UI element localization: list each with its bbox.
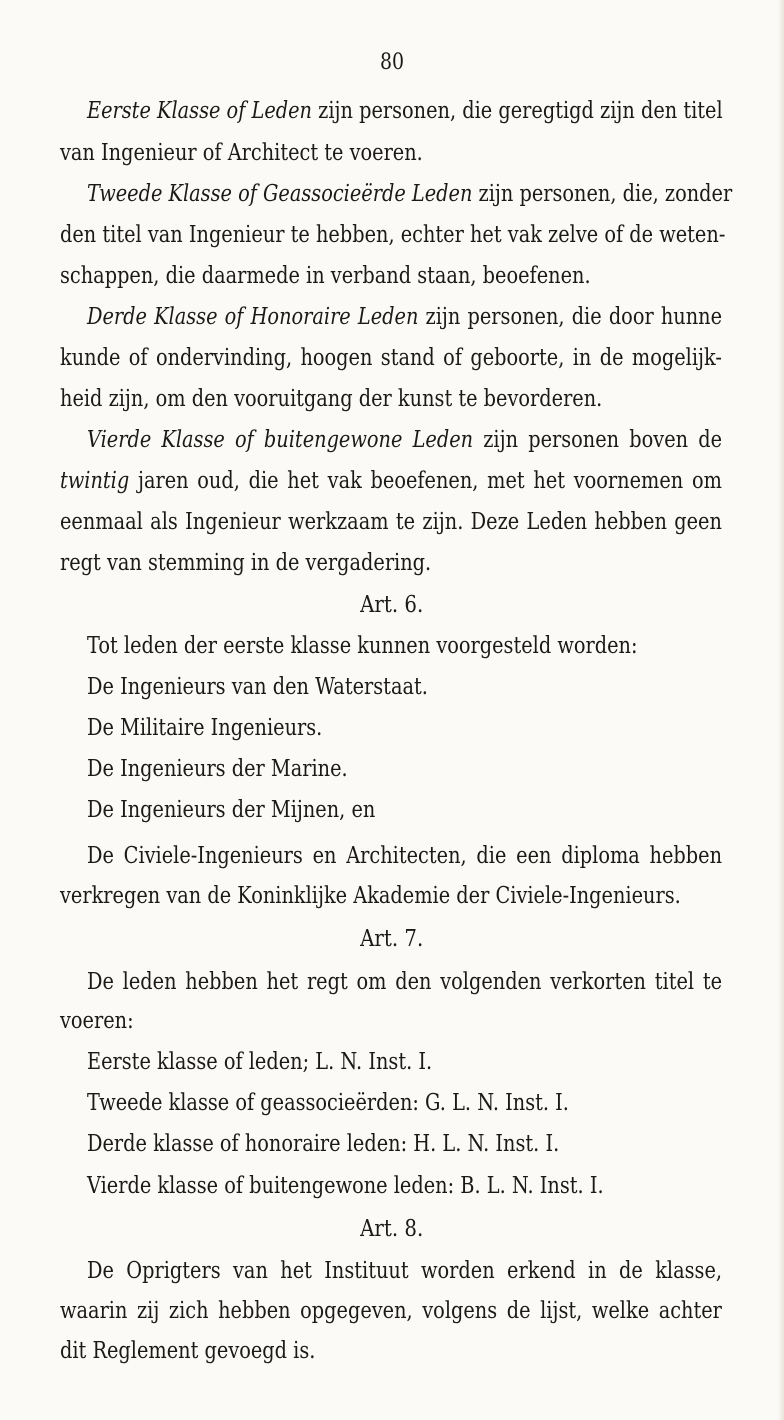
- paragraph-4-line-2: twintig jaren oud, die het vak beoefenen, met het voornemen om: [60, 468, 722, 494]
- paragraph-3-line-1: Derde Klasse of Honoraire Leden zijn personen, die door hunne: [87, 304, 723, 330]
- article-6-item: De Ingenieurs van den Waterstaat.: [87, 674, 428, 700]
- term-eerste-klasse: Eerste Klasse of Leden: [87, 98, 313, 124]
- article-7-heading: Art. 7.: [360, 926, 424, 952]
- term-derde-klasse: Derde Klasse of Honoraire Leden: [87, 304, 419, 330]
- article-7-title-item: Derde klasse of honoraire leden: H. L. N. Inst. I.: [87, 1131, 560, 1157]
- paragraph-4-line-4: regt van stemming in de vergadering.: [60, 550, 432, 576]
- term-tweede-klasse: Tweede Klasse of Geassocieërde Leden: [87, 181, 473, 207]
- article-8-line-3: dit Reglement gevoegd is.: [60, 1338, 316, 1364]
- article-6-heading: Art. 6.: [360, 592, 424, 618]
- paragraph-2-line-1: Tweede Klasse of Geassocieërde Leden zijn personen, die, zonder: [87, 181, 733, 207]
- article-6-intro: Tot leden der eerste klasse kunnen voorgesteld worden:: [87, 633, 638, 659]
- page-number: 80: [379, 50, 405, 75]
- article-7-title-item: Eerste klasse of leden; L. N. Inst. I.: [87, 1049, 433, 1075]
- article-6-item-last-line-2: verkregen van de Koninklijke Akademie der Civiele-Ingenieurs.: [60, 883, 681, 909]
- article-7-line-1: De leden hebben het regt om den volgenden verkorten titel te: [87, 969, 723, 995]
- paragraph-3-line-3: heid zijn, om den vooruitgang der kunst te bevorderen.: [60, 386, 603, 412]
- article-7-title-item: Vierde klasse of buitengewone leden: B. L. N. Inst. I.: [87, 1173, 604, 1199]
- article-8-line-2: waarin zij zich hebben opgegeven, volgens de lijst, welke achter: [60, 1298, 722, 1324]
- paragraph-3-line-2: kunde of ondervinding, hoogen stand of geboorte, in de mogelijk-: [60, 345, 722, 371]
- paragraph-1-line-2: van Ingenieur of Architect te voeren.: [60, 140, 423, 166]
- term-twintig: twintig: [60, 468, 130, 494]
- paragraph-4-line-1: Vierde Klasse of buitengewone Leden zijn personen boven de: [87, 427, 723, 453]
- article-6-item: De Ingenieurs der Mijnen, en: [87, 797, 376, 823]
- paragraph-2-line-3: schappen, die daarmede in verband staan, beoefenen.: [60, 263, 591, 289]
- article-6-item: De Militaire Ingenieurs.: [87, 715, 323, 741]
- article-6-item: De Ingenieurs der Marine.: [87, 756, 348, 782]
- article-7-title-item: Tweede klasse of geassocieërden: G. L. N. Inst. I.: [87, 1090, 569, 1116]
- page-edge-shadow: [778, 0, 784, 1420]
- article-8-heading: Art. 8.: [360, 1216, 424, 1242]
- paragraph-1-line-1: Eerste Klasse of Leden zijn personen, die geregtigd zijn den titel: [87, 98, 723, 124]
- paragraph-2-line-2: den titel van Ingenieur te hebben, echter het vak zelve of de weten-: [60, 222, 726, 248]
- article-7-line-2: voeren:: [60, 1008, 134, 1034]
- article-8-line-1: De Oprigters van het Instituut worden erkend in de klasse,: [87, 1258, 723, 1284]
- paragraph-4-line-3: eenmaal als Ingenieur werkzaam te zijn. Deze Leden hebben geen: [60, 509, 722, 535]
- term-vierde-klasse: Vierde Klasse of buitengewone Leden: [87, 427, 474, 453]
- article-6-item-last-line-1: De Civiele-Ingenieurs en Architecten, die een diploma hebben: [87, 843, 723, 869]
